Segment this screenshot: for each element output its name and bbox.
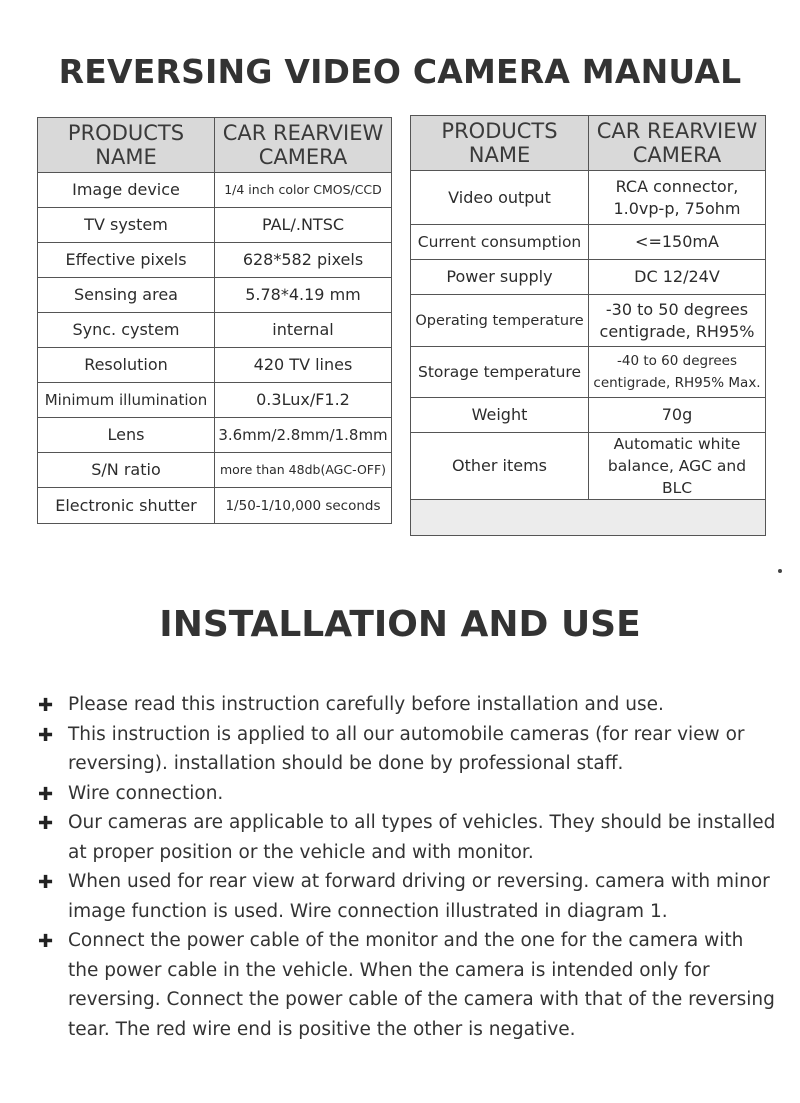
spec-label: Lens [38, 418, 215, 453]
list-item [38, 779, 778, 809]
spec-value: internal [215, 313, 392, 348]
table-row [38, 383, 392, 418]
spec-value: -40 to 60 degrees centigrade, RH95% Max. [589, 347, 766, 398]
list-item [38, 926, 778, 1044]
spec-label: S/N ratio [38, 453, 215, 488]
list-item [38, 690, 778, 720]
page-title: REVERSING VIDEO CAMERA MANUAL [58, 52, 742, 91]
table-row [411, 171, 766, 225]
checkmark-icon: ✚ [38, 724, 54, 746]
instruction-text: Our cameras are applicable to all types of vehicles. They should be installed at proper position or the vehicle and with monitor. [68, 812, 776, 863]
instruction-list [38, 690, 778, 1044]
empty-row [411, 500, 766, 536]
spec-label: Resolution [38, 348, 215, 383]
spec-label: Other items [411, 433, 589, 500]
spec-value: 628*582 pixels [215, 243, 392, 278]
table-row [38, 488, 392, 524]
spec-label: Video output [411, 171, 589, 225]
scan-speck [778, 569, 782, 573]
list-item [38, 808, 778, 867]
instruction-text: When used for rear view at forward driving or reversing. camera with minor image function is used. Wire connection illustrated in diagram 1. [68, 871, 770, 922]
table-row [38, 208, 392, 243]
section-title: INSTALLATION AND USE [159, 604, 641, 645]
table-row [38, 313, 392, 348]
checkmark-icon: ✚ [38, 931, 54, 952]
spec-value: -30 to 50 degrees centigrade, RH95% [589, 295, 766, 347]
spec-label: Power supply [411, 260, 589, 295]
spec-value: PAL/.NTSC [215, 208, 392, 243]
spec-label: Electronic shutter [38, 488, 215, 524]
table-header-row [38, 118, 392, 173]
table-row [411, 295, 766, 347]
spec-label: Image device [38, 173, 215, 208]
spec-value: 1/50-1/10,000 seconds [215, 488, 392, 524]
spec-value: 70g [589, 398, 766, 433]
table-row [38, 418, 392, 453]
table-row [411, 433, 766, 500]
spec-label: Sensing area [38, 278, 215, 313]
spec-value: DC 12/24V [589, 260, 766, 295]
spec-table-left [37, 117, 392, 524]
table-header-row [411, 116, 766, 171]
table-row [38, 243, 392, 278]
instruction-text: Connect the power cable of the monitor and the one for the camera with the power cable in the vehicle. When the camera is intended only for reversing. Connect the power cable of the camera with that of the reversing tear. The red wire end is positive the other is negative. [68, 930, 775, 1040]
list-item [38, 867, 778, 926]
checkmark-icon: ✚ [38, 813, 54, 834]
table-row [38, 173, 392, 208]
header-cell: CAR REARVIEW CAMERA [215, 118, 392, 173]
table-row [411, 347, 766, 398]
spec-label: Minimum illumination [38, 383, 215, 418]
spec-label: Effective pixels [38, 243, 215, 278]
checkmark-icon: ✚ [38, 872, 54, 893]
checkmark-icon: ✚ [38, 695, 54, 716]
spec-label: Weight [411, 398, 589, 433]
instruction-text: Please read this instruction carefully before installation and use. [68, 694, 664, 715]
spec-table-right [410, 115, 766, 536]
table-row [38, 278, 392, 313]
spec-value: Automatic white balance, AGC and BLC [589, 433, 766, 500]
table-row-empty [411, 500, 766, 536]
list-item [38, 720, 778, 779]
spec-value: 3.6mm/2.8mm/1.8mm [215, 418, 392, 453]
table-row [411, 260, 766, 295]
table-row [411, 398, 766, 433]
instruction-text: This instruction is applied to all our automobile cameras (for rear view or reversing). installation should be done by professional staff. [68, 723, 745, 774]
spec-label: Storage temperature [411, 347, 589, 398]
spec-label: Current consumption [411, 225, 589, 260]
spec-value: 1/4 inch color CMOS/CCD [215, 173, 392, 208]
spec-value: 0.3Lux/F1.2 [215, 383, 392, 418]
header-cell: CAR REARVIEW CAMERA [589, 116, 766, 171]
table-row [411, 225, 766, 260]
spec-value: 420 TV lines [215, 348, 392, 383]
spec-value: 5.78*4.19 mm [215, 278, 392, 313]
instruction-text: Wire connection. [68, 782, 224, 804]
spec-label: TV system [38, 208, 215, 243]
spec-label: Sync. cystem [38, 313, 215, 348]
spec-value: more than 48db(AGC-OFF) [215, 453, 392, 488]
table-row [38, 348, 392, 383]
checkmark-icon: ✚ [38, 783, 54, 805]
header-cell: PRODUCTS NAME [38, 118, 215, 173]
spec-value: <=150mA [589, 225, 766, 260]
spec-value: RCA connector, 1.0vp-p, 75ohm [589, 171, 766, 225]
table-row [38, 453, 392, 488]
header-cell: PRODUCTS NAME [411, 116, 589, 171]
spec-label: Operating temperature [411, 295, 589, 347]
